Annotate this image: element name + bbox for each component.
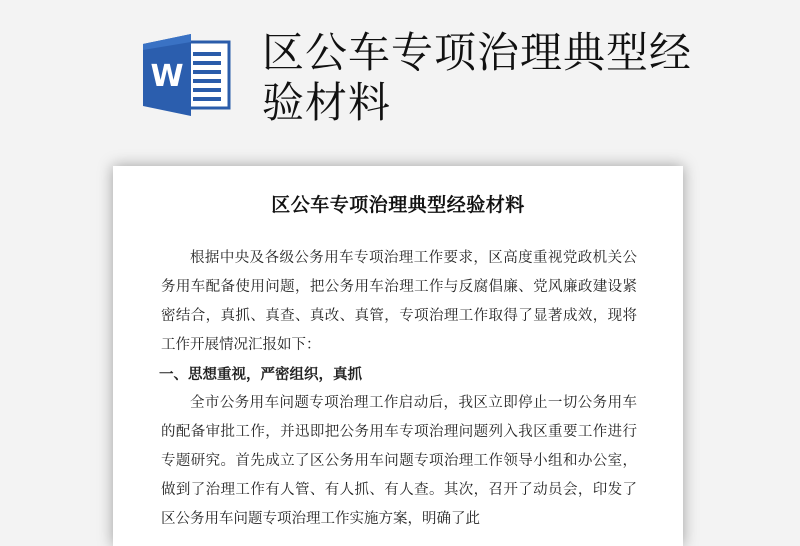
header	[0, 0, 800, 150]
document-page	[113, 166, 683, 546]
document-body	[161, 244, 637, 534]
svg-text:W: W	[150, 59, 184, 94]
section-heading: 一、思想重视，严密组织，真抓	[159, 366, 362, 383]
page-title: 区公车专项治理典型经验材料	[262, 28, 693, 127]
paragraph: 全市公务用车问题专项治理工作启动后，我区立即停止一切公务用车的配备审批工作，并迅即把公务用车专项治理问题列入我区重要工作进行专题研究。首先成立了区公务用车问题专项治理工作领导小组和办公室，做到了治理工作有人管、有人抓、有人查。其次，召开了动员会，印发了区公务用车问题专项治理工作实施方案，明确了此	[161, 395, 637, 527]
word-document-icon	[143, 34, 233, 116]
paragraph: 根据中央及各级公务用车专项治理工作要求，区高度重视党政机关公务用车配备使用问题，把公务用车治理工作与反腐倡廉、党风廉政建设紧密结合，真抓、真查、真改、真管，专项治理工作取得了显著成效，现将工作开展情况汇报如下：	[161, 250, 637, 353]
document-title: 区公车专项治理典型经验材料	[271, 194, 525, 216]
